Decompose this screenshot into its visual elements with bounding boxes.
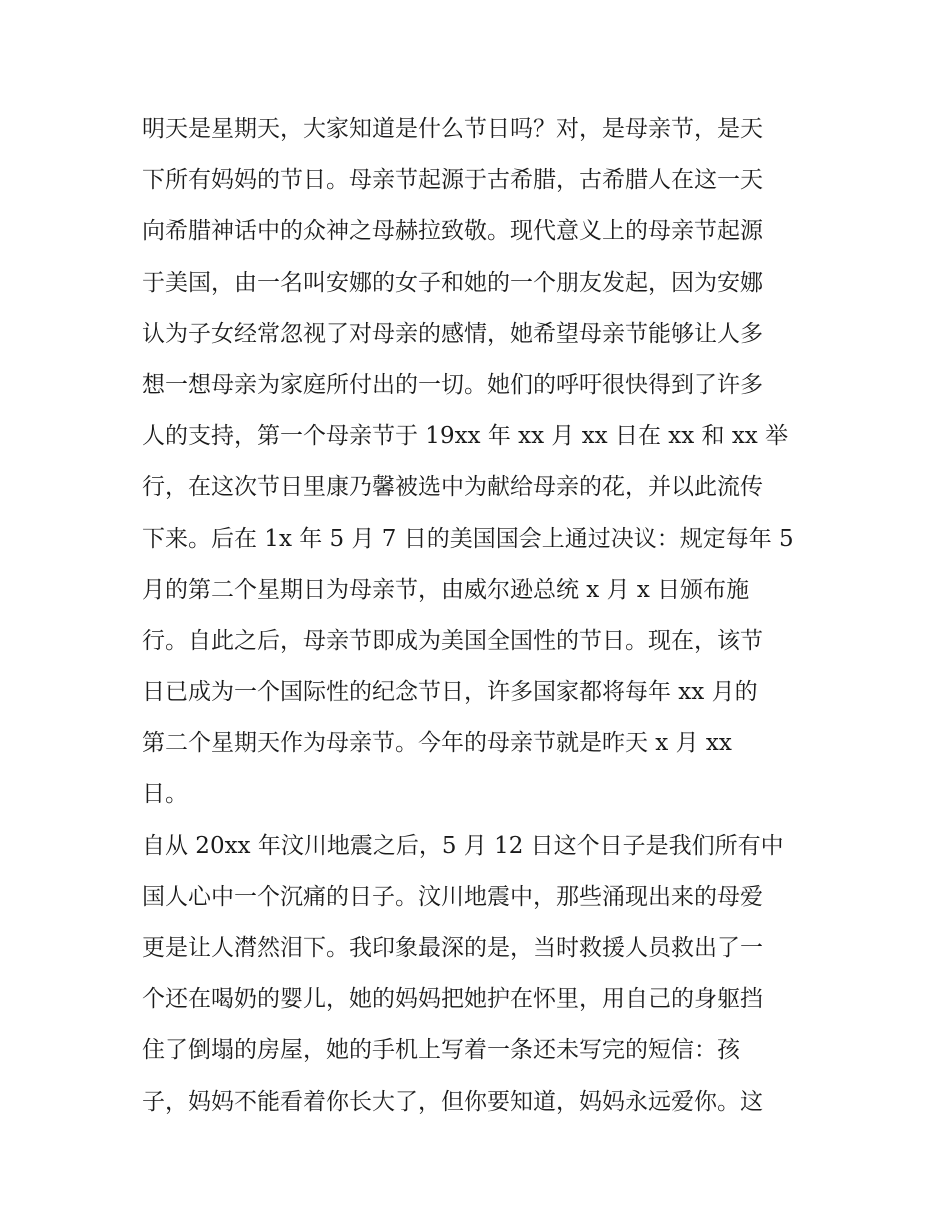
text-line: 国人心中一个沉痛的日子。汶川地震中，那些涌现出来的母爱 [142,883,763,910]
text-line: 明天是星期天，大家知道是什么节日吗？对，是母亲节，是天 [142,116,763,142]
text-line: 子，妈妈不能看着你长大了，但你要知道，妈妈永远爱你。这 [142,1088,763,1115]
text-line: 人的支持，第一个母亲节于 19xx 年 xx 月 xx 日在 xx 和 xx 举 [142,423,789,450]
text-line: 认为子女经常忽视了对母亲的感情，她希望母亲节能够让人多 [142,320,763,347]
body-text [142,104,822,1128]
text-line: 下来。后在 1x 年 5 月 7 日的美国国会上通过决议：规定每年 5 [142,525,794,552]
paragraph-1 [142,104,822,821]
text-line: 行，在这次节日里康乃馨被选中为献给母亲的花，并以此流传 [142,474,763,501]
text-line: 日已成为一个国际性的纪念节日，许多国家都将每年 xx 月的 [142,679,758,706]
text-line: 第二个星期天作为母亲节。今年的母亲节就是昨天 x 月 xx [142,730,732,757]
text-line: 更是让人潸然泪下。我印象最深的是，当时救援人员救出了一 [142,935,763,961]
text-line: 个还在喝奶的婴儿，她的妈妈把她护在怀里，用自己的身躯挡 [142,986,763,1013]
text-line: 月的第二个星期日为母亲节，由威尔逊总统 x 月 x 日颁布施 [142,576,750,603]
text-line: 向希腊神话中的众神之母赫拉致敬。现代意义上的母亲节起源 [142,218,763,245]
text-line: 住了倒塌的房屋，她的手机上写着一条还未写完的短信：孩 [142,1037,740,1064]
text-line: 于美国，由一名叫安娜的女子和她的一个朋友发起，因为安娜 [142,269,763,296]
text-line: 行。自此之后，母亲节即成为美国全国性的节日。现在，该节 [142,627,763,654]
text-line: 日。 [142,781,188,808]
text-line: 想一想母亲为家庭所付出的一切。她们的呼吁很快得到了许多 [142,371,763,398]
paragraph-2 [142,821,822,1128]
text-line: 自从 20xx 年汶川地震之后，5 月 12 日这个日子是我们所有中 [142,832,784,859]
text-line: 下所有妈妈的节日。母亲节起源于古希腊，古希腊人在这一天 [142,167,763,194]
